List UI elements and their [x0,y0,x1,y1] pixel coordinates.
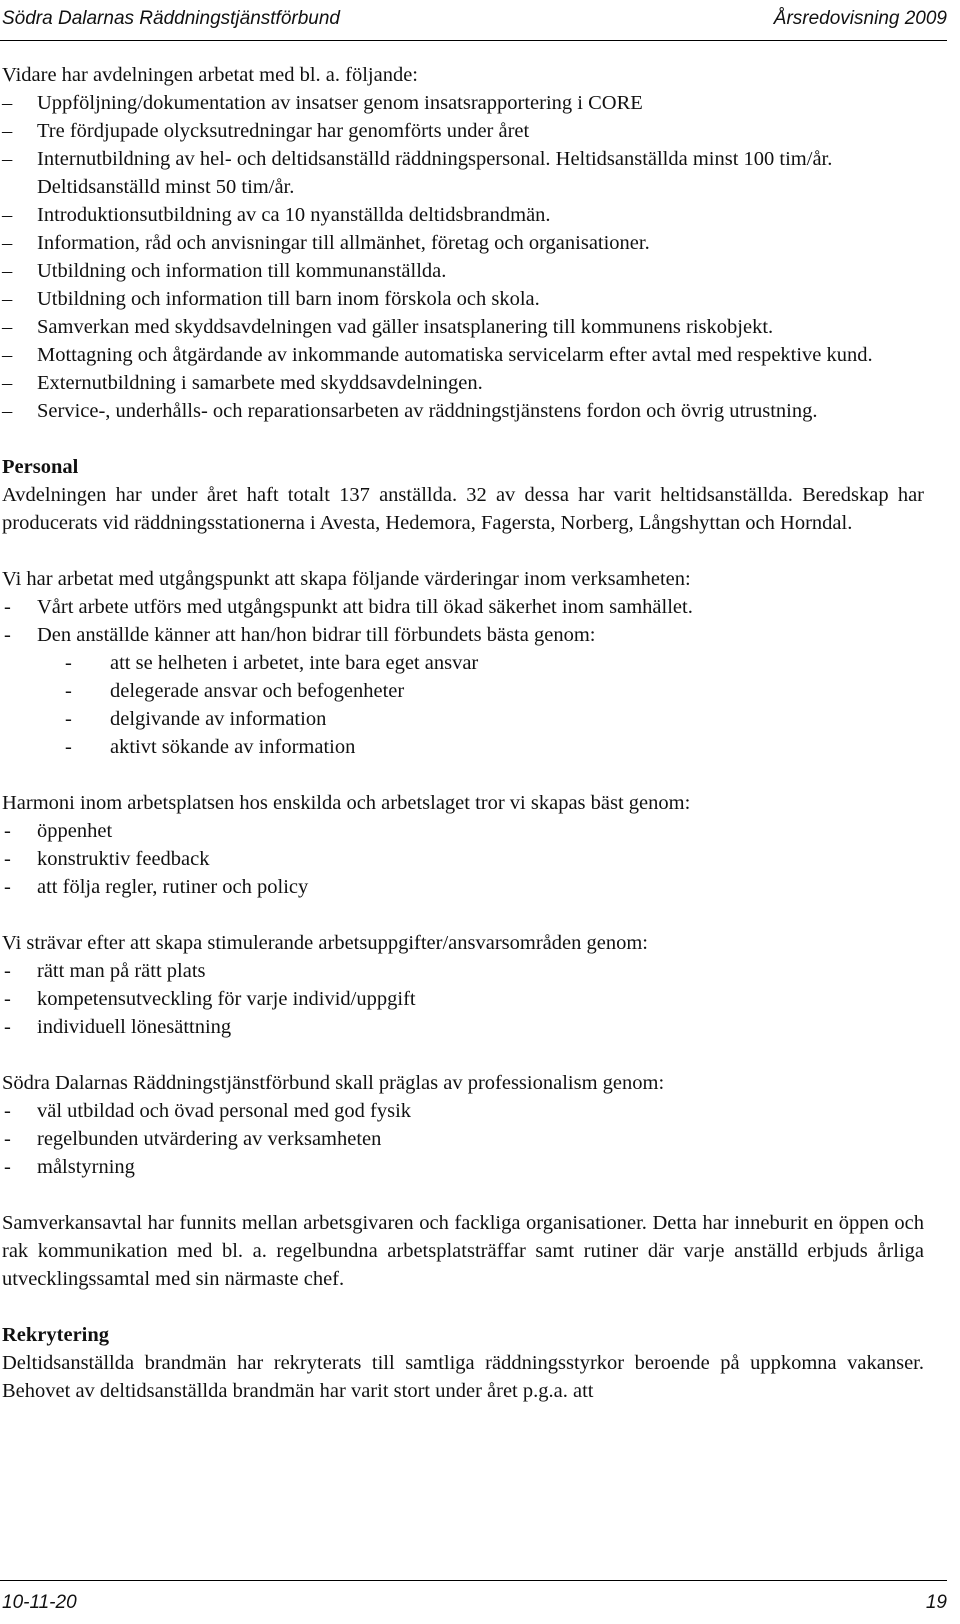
list-item: - delgivande av information [2,705,924,733]
list-item: - Vårt arbete utförs med utgångspunkt att bidra till ökad säkerhet inom samhället. [2,593,924,621]
list-item: – Mottagning och åtgärdande av inkommande automatiska servicelarm efter avtal med respektive kund. [2,341,924,369]
list-item: - Den anställde känner att han/hon bidrar till förbundets bästa genom: [2,621,924,649]
list-item: – Samverkan med skyddsavdelningen vad gäller insatsplanering till kommunens riskobjekt. [2,313,924,341]
recruitment-text: Deltidsanställda brandmän har rekryterats till samtliga räddningsstyrkor beroende på uppkomna vakanser. Behovet av deltidsanställda brandmän har varit stort under året p.g.a. att [2,1352,924,1402]
list-item: - regelbunden utvärdering av verksamheten [2,1125,924,1153]
list-item: - att följa regler, rutiner och policy [2,873,924,901]
page-header [0,4,947,38]
personal-text: Avdelningen har under året haft totalt 137 anställda. 32 av dessa har varit heltidsanställda. Beredskap har producerats vid räddningsstationerna i Avesta, Hedemora, Fagersta, Norberg, Långshyttan och Horndal. [2,484,924,534]
values-list [2,593,924,649]
list-item: - individuell lönesättning [2,1013,924,1041]
list-item: – Internutbildning av hel- och deltidsanställd räddningspersonal. Heltidsanställda minst 100 tim/år. Deltidsanställd minst 50 tim/år. [2,145,924,201]
list-item: – Introduktionsutbildning av ca 10 nyanställda deltidsbrandmän. [2,201,924,229]
activities-intro: Vidare har avdelningen arbetat med bl. a. följande: [2,64,418,86]
list-item: - väl utbildad och övad personal med god fysik [2,1097,924,1125]
values-sublist [2,649,924,761]
header-report-title: Årsredovisning 2009 [773,8,947,29]
list-item: - konstruktiv feedback [2,845,924,873]
footer-date: 10-11-20 [2,1592,77,1613]
stimulating-list [2,957,924,1041]
stimulating-intro: Vi strävar efter att skapa stimulerande arbetsuppgifter/ansvarsområden genom: [2,932,648,954]
page-content [2,61,924,1405]
harmony-intro: Harmoni inom arbetsplatsen hos enskilda och arbetslaget tror vi skapas bäst genom: [2,792,691,814]
footer-rule [0,1580,947,1581]
professionalism-intro: Södra Dalarnas Räddningstjänstförbund skall präglas av professionalism genom: [2,1072,665,1094]
activities-list [2,89,924,425]
list-item: - öppenhet [2,817,924,845]
list-item: - delegerade ansvar och befogenheter [2,677,924,705]
list-item: - rätt man på rätt plats [2,957,924,985]
list-item: - aktivt sökande av information [2,733,924,761]
list-item: – Utbildning och information till barn inom förskola och skola. [2,285,924,313]
cooperation-text: Samverkansavtal har funnits mellan arbetsgivaren och fackliga organisationer. Detta har inneburit en öppen och rak kommunikation med bl. a. regelbundna arbetsplatsträffar samt rutiner där varje anställd erbjuds årliga utvecklingssamtal med sin närmaste chef. [2,1212,924,1290]
values-intro: Vi har arbetat med utgångspunkt att skapa följande värderingar inom verksamheten: [2,568,691,590]
list-item: – Service-, underhålls- och reparationsarbeten av räddningstjänstens fordon och övrig utrustning. [2,397,924,425]
list-item: – Utbildning och information till kommunanställda. [2,257,924,285]
harmony-list [2,817,924,901]
list-item: – Tre fördjupade olycksutredningar har genomförts under året [2,117,924,145]
list-item: - målstyrning [2,1153,924,1181]
page-number: 19 [925,1592,947,1613]
header-rule [0,40,947,41]
list-item: – Externutbildning i samarbete med skyddsavdelningen. [2,369,924,397]
recruitment-heading: Rekrytering [2,1324,110,1346]
header-organization: Södra Dalarnas Räddningstjänstförbund [2,8,340,29]
personal-heading: Personal [2,456,79,478]
list-item: – Uppföljning/dokumentation av insatser genom insatsrapportering i CORE [2,89,924,117]
list-item: – Information, råd och anvisningar till allmänhet, företag och organisationer. [2,229,924,257]
list-item: - att se helheten i arbetet, inte bara eget ansvar [2,649,924,677]
professionalism-list [2,1097,924,1181]
list-item: - kompetensutveckling för varje individ/uppgift [2,985,924,1013]
page-footer [0,1580,947,1620]
